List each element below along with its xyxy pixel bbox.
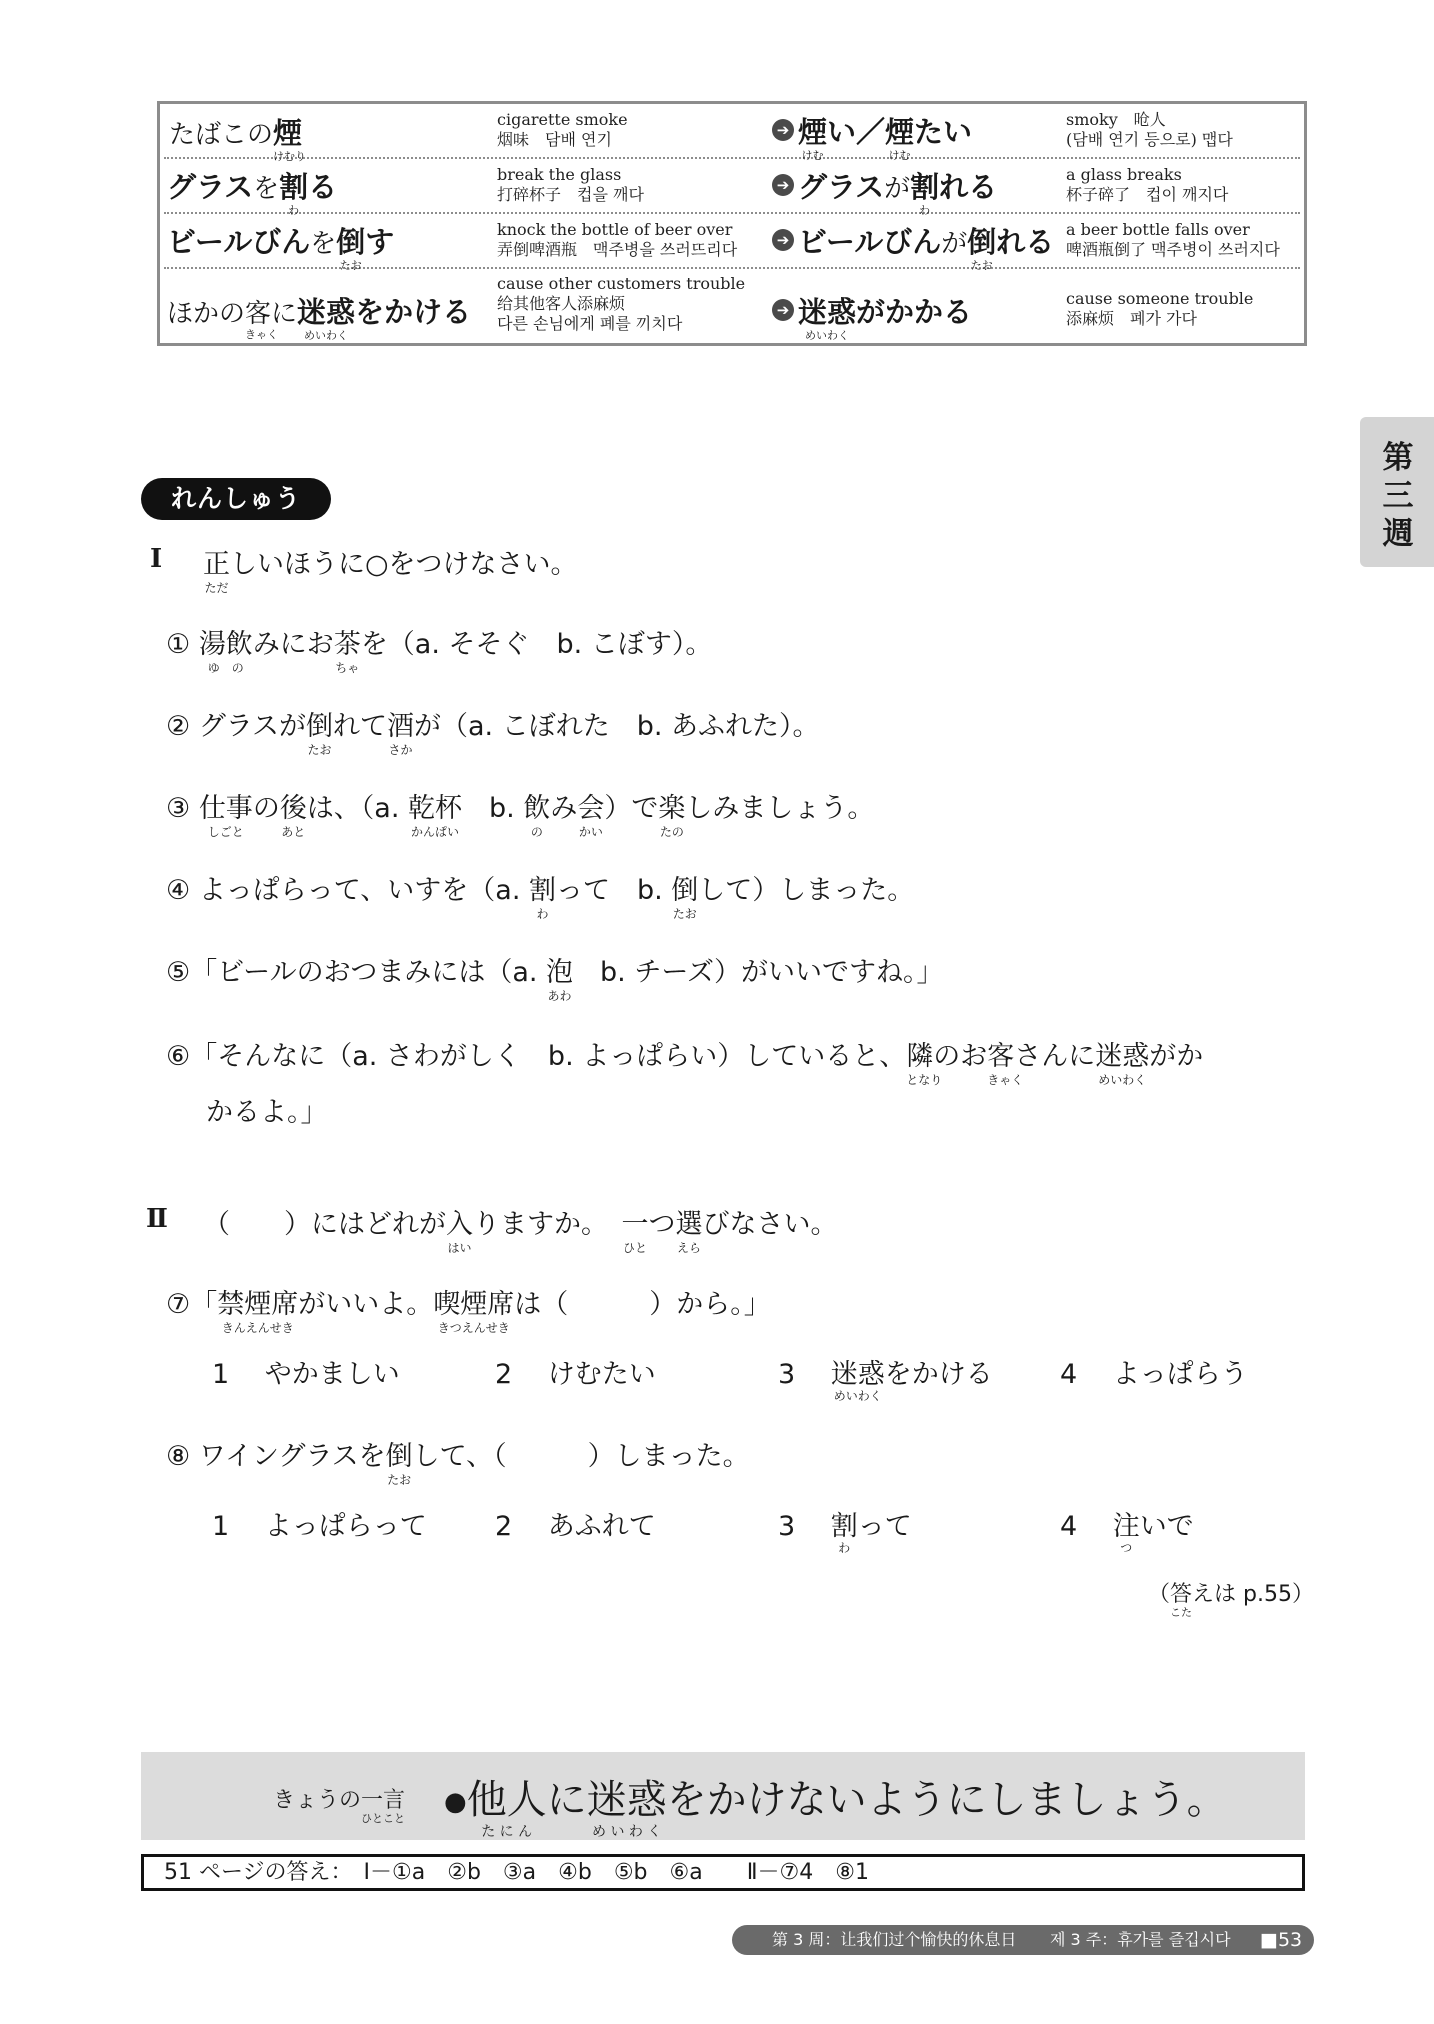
kanji: 客 (987, 1041, 1015, 1072)
phrase-lead (273, 1783, 406, 1825)
instruction-text: びなさい。 (702, 1209, 838, 1240)
term-text: をかける (355, 295, 472, 329)
question-text: して、（ ）しまった。 (412, 1441, 750, 1472)
furigana: た に ん (481, 1824, 533, 1840)
vocab-gloss (497, 274, 745, 334)
gloss-en: break the glass (497, 165, 622, 184)
ruby-word (830, 1352, 885, 1403)
ruby-word (621, 1202, 649, 1255)
furigana: あと (281, 825, 306, 839)
ruby-word (387, 704, 415, 757)
furigana: めいわく (833, 1389, 882, 1403)
ruby-word (885, 110, 915, 162)
vocab-gloss (497, 110, 628, 150)
kanji: 喫煙席 (433, 1289, 515, 1320)
kanji: 迷惑 (586, 1777, 667, 1823)
vocabulary-table (157, 101, 1307, 346)
kanji: 割 (279, 170, 309, 204)
kanji: 酒 (387, 711, 415, 742)
option-3[interactable] (778, 1504, 912, 1555)
option-text: って (857, 1511, 912, 1542)
term-text: たい (914, 115, 973, 149)
vocab-term (169, 111, 307, 163)
ruby-word (586, 1768, 667, 1840)
kanji: 正 (203, 549, 230, 580)
kanji: 一 (621, 1209, 649, 1240)
page-number: ■53 (1260, 1929, 1303, 1951)
option-text: やかましい (264, 1359, 400, 1390)
week-label: 第三週 (1382, 440, 1414, 552)
vocab-gloss (497, 165, 644, 205)
kanji: 客 (245, 299, 272, 329)
term-text: ビールびん (798, 225, 942, 259)
kanji: 泡 (546, 957, 574, 988)
arrow-right-icon: ➔ (772, 174, 794, 196)
ruby-word (336, 220, 366, 272)
phrase-of-the-day (141, 1752, 1305, 1840)
ruby-word (433, 1282, 515, 1335)
question-text: さんに (1014, 1041, 1096, 1072)
ruby-word (466, 1768, 547, 1840)
option-number: 2 (495, 1511, 513, 1542)
question-text: み (550, 793, 578, 824)
kanji: 選 (675, 1209, 703, 1240)
related-term (798, 220, 1055, 272)
ruby-word (830, 1504, 858, 1555)
related-gloss (1066, 165, 1228, 205)
furigana: あわ (547, 989, 572, 1003)
question-number: ⑧ (166, 1441, 191, 1472)
ruby-word (675, 1202, 703, 1255)
kanji: 迷惑 (830, 1359, 885, 1390)
furigana: たお (339, 259, 362, 272)
related-term (798, 290, 973, 342)
furigana: わ (838, 1541, 851, 1555)
term-text: れる (996, 225, 1055, 259)
vocab-gloss (497, 220, 737, 260)
ruby-word (906, 1034, 943, 1087)
gloss-cn-kr: 烟味 담배 연기 (497, 130, 612, 149)
kanji: 迷惑 (1095, 1041, 1150, 1072)
related-term (798, 165, 998, 217)
question-number: ⑥ (166, 1041, 191, 1072)
related-term (798, 110, 973, 162)
ruby-word (546, 950, 574, 1003)
kanji: 一言 (361, 1788, 406, 1813)
question-text: よっぱらって、いすを（a. (198, 875, 529, 906)
kanji: 入 (446, 1209, 473, 1240)
phrase-text: をかけないようにしましょう。 (666, 1777, 1227, 1823)
furigana: けむり (273, 150, 307, 163)
section-instruction (203, 1202, 838, 1255)
kanji: 倒 (306, 711, 334, 742)
ruby-word (408, 786, 463, 839)
furigana: ひとこと (361, 1812, 406, 1825)
furigana: きゃく (245, 328, 279, 341)
lead-text: きょうの (273, 1788, 362, 1813)
furigana: たお (672, 907, 697, 921)
option-text: よっぱらって (264, 1511, 427, 1542)
furigana: きんえんせき (221, 1321, 294, 1335)
furigana: め い わ く (592, 1824, 662, 1840)
furigana: たお (387, 1473, 412, 1487)
furigana: わ (536, 907, 549, 921)
answer-reference (1148, 1577, 1314, 1619)
question-text: の (252, 793, 280, 824)
ruby-word (297, 290, 356, 342)
footer-korean: 제 3 주：휴가를 즐깁시다 (1050, 1930, 1231, 1949)
question-2 (166, 704, 820, 757)
ruby-word (385, 1434, 413, 1487)
furigana: たお (307, 743, 332, 757)
option-4[interactable] (1060, 1504, 1194, 1555)
furigana: えら (676, 1241, 701, 1255)
kanji: 禁煙席 (217, 1289, 299, 1320)
gloss-kr: 다른 손님에게 폐를 끼치다 (497, 314, 683, 333)
option-1[interactable] (212, 1504, 427, 1543)
option-number: 2 (495, 1359, 513, 1390)
question-8 (166, 1434, 750, 1487)
option-number: 4 (1060, 1511, 1078, 1542)
furigana: わ (288, 204, 300, 217)
vocab-term (167, 220, 395, 272)
gloss-cn-kr: 添麻烦 폐가 가다 (1066, 309, 1197, 328)
ruby-word (523, 786, 551, 839)
section-instruction (203, 542, 578, 595)
term-text: い／ (827, 115, 886, 149)
kanji: 後 (279, 793, 307, 824)
question-number: ③ (166, 793, 191, 824)
question-6 (166, 1034, 1204, 1087)
question-number: ④ (166, 875, 191, 906)
ruby-word (910, 165, 940, 217)
question-text: b. (462, 793, 524, 824)
gloss-cn-kr: 弄倒啤酒瓶 맥주병을 쓰러뜨리다 (497, 240, 738, 259)
gloss-cn-kr: (담배 연기 등으로) 맵다 (1066, 130, 1233, 149)
option-text: いで (1139, 1511, 1194, 1542)
bullet-icon: ● (444, 1787, 467, 1817)
kanji: 割 (830, 1511, 858, 1542)
phrase-text: に (546, 1777, 587, 1823)
related-gloss (1066, 110, 1233, 150)
vocab-term (167, 290, 472, 342)
furigana: ただ (204, 581, 229, 595)
section-number: I (150, 544, 163, 574)
kanji: 乾杯 (408, 793, 463, 824)
term-text: ほかの (167, 299, 246, 329)
furigana: つ (1120, 1541, 1133, 1555)
term-text: グラス (167, 170, 254, 204)
gloss-en: cause other customers trouble (497, 274, 746, 293)
furigana: めいわく (304, 329, 349, 342)
question-text: を（a. そそぐ b. こぼす）。 (360, 629, 713, 660)
term-text: たばこの (169, 120, 274, 150)
kanji: 倒 (385, 1441, 413, 1472)
question-text: がか (1149, 1041, 1204, 1072)
page-footer (732, 1925, 1314, 1955)
kanji: 仕事 (198, 793, 253, 824)
gloss-cn: 给其他客人添麻烦 (497, 294, 626, 313)
furigana: ゆ の (207, 661, 244, 675)
ruby-word (245, 293, 279, 341)
question-number: ⑦ (166, 1289, 191, 1320)
option-number: 1 (212, 1359, 230, 1390)
option-4[interactable] (1060, 1352, 1248, 1391)
term-text: れる (939, 170, 998, 204)
question-text: みにお (252, 629, 334, 660)
furigana: きつえんせき (437, 1321, 510, 1335)
option-2[interactable] (495, 1352, 656, 1391)
question-text: ワイングラスを (198, 1441, 386, 1472)
related-gloss (1066, 289, 1253, 329)
term-text: す (365, 225, 395, 259)
option-text: をかける (884, 1359, 993, 1390)
vocab-term (167, 165, 338, 217)
question-text: が（a. こぼれた b. あふれた）。 (414, 711, 820, 742)
furigana: けむ (801, 149, 824, 162)
option-1[interactable] (212, 1352, 400, 1391)
question-6-continued: かるよ。」 (206, 1097, 328, 1128)
furigana: かんぱい (411, 825, 460, 839)
section-number: Ⅱ (146, 1204, 168, 1234)
question-number: ⑤ (166, 957, 191, 988)
question-text: は、（a. (306, 793, 409, 824)
ruby-word (198, 786, 253, 839)
ruby-word (203, 542, 230, 595)
ruby-word (198, 622, 253, 675)
option-text: けむたい (547, 1359, 656, 1390)
furigana: めいわく (805, 329, 849, 342)
kanji: 答 (1170, 1582, 1193, 1607)
question-4 (166, 868, 915, 921)
question-text: がいいよ。 (298, 1289, 434, 1320)
particle: を (253, 174, 280, 204)
particle: を (310, 229, 337, 259)
kanji: 迷惑 (798, 295, 857, 329)
kanji: 会 (577, 793, 605, 824)
ruby-word (361, 1783, 406, 1825)
arrow-right-icon: ➔ (772, 119, 794, 141)
furigana: の (530, 825, 543, 839)
footer-chinese: 第 3 周：让我们过个愉快的休息日 (772, 1930, 1017, 1949)
gloss-en: knock the bottle of beer over (497, 220, 733, 239)
furigana: さか (388, 743, 413, 757)
row-divider (164, 157, 1300, 159)
furigana: わ (919, 204, 931, 217)
gloss-cn-kr: 杯子碎了 컵이 깨지다 (1066, 185, 1229, 204)
furigana: きゃく (987, 1073, 1024, 1087)
ruby-word (306, 704, 334, 757)
arrow-right-icon: ➔ (772, 229, 794, 251)
furigana: めいわく (1098, 1073, 1147, 1087)
furigana: ひと (622, 1241, 647, 1255)
row-divider (164, 212, 1300, 214)
gloss-en: a beer bottle falls over (1066, 220, 1250, 239)
kanji: 倒 (671, 875, 699, 906)
ruby-word (528, 868, 556, 921)
gloss-en: cigarette smoke (497, 110, 628, 129)
term-text: ビールびん (167, 225, 311, 259)
question-text: 「ビールのおつまみには（a. (190, 957, 547, 988)
ref-text: えは p.55） (1192, 1582, 1314, 1607)
kanji: 煙 (273, 116, 303, 150)
ruby-word (446, 1202, 473, 1255)
option-text: よっぱらう (1112, 1359, 1248, 1390)
ruby-word (279, 786, 307, 839)
term-text: る (308, 170, 338, 204)
ruby-word (1095, 1034, 1150, 1087)
ruby-word (279, 165, 309, 217)
ref-text: （ (1148, 1582, 1171, 1607)
furigana: となり (906, 1073, 943, 1087)
furigana: しごと (207, 825, 244, 839)
kanji: 茶 (333, 629, 361, 660)
option-number: 3 (778, 1511, 796, 1542)
question-text: 「 (190, 1289, 218, 1320)
furigana: けむ (888, 149, 911, 162)
furigana: たの (659, 825, 684, 839)
kanji: 倒 (336, 225, 366, 259)
ruby-word (658, 786, 686, 839)
question-text: グラスが (198, 711, 307, 742)
ruby-word (967, 220, 997, 272)
question-text: のお (933, 1041, 988, 1072)
gloss-cn-kr: 打碎杯子 컵을 깨다 (497, 185, 644, 204)
question-number: ② (166, 711, 191, 742)
related-gloss (1066, 220, 1280, 260)
ruby-word (273, 111, 307, 163)
week-side-tab (1360, 417, 1434, 567)
instruction-text: つ (648, 1209, 676, 1240)
question-text: 「そんなに（a. さわがしく b. よっぱらい）していると、 (190, 1041, 907, 1072)
question-number: ① (166, 629, 191, 660)
kanji: 煙 (885, 115, 915, 149)
ruby-word (671, 868, 699, 921)
previous-page-answers: 51 ページの答え： Ⅰ－①a ②b ③a ④b ⑤b ⑥a Ⅱ－⑦4 ⑧1 (141, 1854, 1305, 1891)
option-3[interactable] (778, 1352, 993, 1403)
ruby-word (333, 622, 361, 675)
instruction-text: しいほうに○をつけなさい。 (230, 549, 578, 580)
question-7 (166, 1282, 771, 1335)
kanji: 割 (528, 875, 556, 906)
option-number: 4 (1060, 1359, 1078, 1390)
instruction-text: りますか。 (473, 1209, 595, 1240)
furigana: はい (447, 1241, 472, 1255)
option-number: 1 (212, 1511, 230, 1542)
question-1 (166, 622, 713, 675)
option-number: 3 (778, 1359, 796, 1390)
kanji: 注 (1112, 1511, 1140, 1542)
kanji: 迷惑 (297, 295, 356, 329)
ruby-word (798, 110, 828, 162)
kanji: 湯飲 (198, 629, 253, 660)
ruby-word (798, 290, 857, 342)
question-text: れて (333, 711, 388, 742)
ruby-word (987, 1034, 1024, 1087)
question-text: して）しまった。 (698, 875, 915, 906)
particle: に (271, 299, 298, 329)
furigana: こた (1170, 1606, 1193, 1619)
term-text: がかかる (856, 295, 973, 329)
particle: が (941, 229, 968, 259)
option-text: あふれて (547, 1511, 656, 1542)
furigana: ちゃ (335, 661, 360, 675)
furigana: かい (578, 825, 603, 839)
gloss-en: cause someone trouble (1066, 289, 1254, 308)
question-5 (166, 950, 944, 1003)
instruction-text: （ ）にはどれが (203, 1209, 446, 1240)
ruby-word (1170, 1577, 1193, 1619)
kanji: 割 (910, 170, 940, 204)
kanji: 楽 (658, 793, 686, 824)
gloss-cn-kr: 啤酒瓶倒了 맥주병이 쓰러지다 (1066, 240, 1280, 259)
question-text: って b. (555, 875, 672, 906)
kanji: 隣 (906, 1041, 934, 1072)
row-divider (164, 267, 1300, 269)
kanji: 他人 (466, 1777, 547, 1823)
arrow-right-icon: ➔ (772, 299, 794, 321)
ruby-word (577, 786, 605, 839)
question-text: しみましょう。 (685, 793, 875, 824)
practice-badge: れんしゅう (141, 478, 331, 520)
particle: が (884, 174, 911, 204)
gloss-en: smoky 呛人 (1066, 110, 1166, 129)
ruby-word (217, 1282, 299, 1335)
furigana: たお (970, 259, 993, 272)
question-text: ）で (604, 793, 659, 824)
ruby-word (1112, 1504, 1140, 1555)
term-text: グラス (798, 170, 885, 204)
kanji: 倒 (967, 225, 997, 259)
option-2[interactable] (495, 1504, 656, 1543)
question-text: は（ ）から。」 (514, 1289, 771, 1320)
gloss-en: a glass breaks (1066, 165, 1182, 184)
kanji: 煙 (798, 115, 828, 149)
question-3 (166, 786, 875, 839)
question-text: b. チーズ）がいいですね。」 (573, 957, 944, 988)
kanji: 飲 (523, 793, 551, 824)
phrase-main (444, 1768, 1227, 1840)
